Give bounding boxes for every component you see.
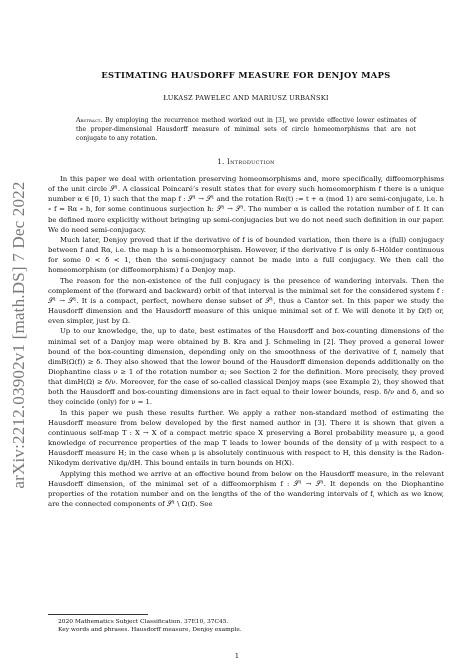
footnote-rule bbox=[48, 614, 148, 615]
paper-authors: ŁUKASZ PAWELEC AND MARIUSZ URBAŃSKI bbox=[163, 94, 329, 102]
footnote-msc: 2020 Mathematics Subject Classification. 37E10, 37C45. bbox=[58, 619, 229, 625]
page-number: 1 bbox=[234, 652, 240, 660]
footnote-keywords: Key words and phrases. Hausdorff measure, Denjoy example. bbox=[58, 627, 242, 634]
paragraph: The reason for the non-existence of the full conjugacy is the presence of wandering intervals. Then the complement of the (forward and backward) orbit of that interval is the minimal set for the considered system f : 𝒮¹ → 𝒮¹. It is a compact, perfect, nowhere dense subset of 𝒮¹, thus a Cantor set. In this paper we study the Hausdorff dimension and the Hausdorff measure of this unique minimal set of f. We will denote it by Ω(f) or, even simpler, just by Ω. bbox=[48, 276, 444, 326]
body-text bbox=[48, 174, 444, 509]
arxiv-stamp bbox=[6, 40, 32, 630]
section-number: 1. bbox=[217, 158, 225, 166]
abstract bbox=[76, 116, 416, 143]
abstract-text: By employing the recurrence method worked out in [3], we provide effective lower estimates of the proper-dimensional Hausdorff measure of minimal sets of circle homeomorphisms that are not conjugate to any rotation. bbox=[76, 117, 416, 142]
paragraph: Up to our knowledge, the, up to date, best estimates of the Hausdorff and box-counting dimensions of the minimal set of a Danjoy map were obtained by B. Kra and J. Schmeling in [2]. They proved a general lower bound of the box-counting dimension, depending only on the smoothness of the derivative of f, namely that dimB(Ω(f)) ≥ δ. They also showed that the lower bound of the Hausdorff dimension depends additionally on the Diophantine class ν ≥ 1 of the rotation number α; see Section 2 for the definition. More precisely, they proved that dimH(Ω) ≥ δ/ν. Moreover, for the case of so-called classical Denjoy maps (see Example 2), they showed that both the Hausdorff and box-counting dimensions are in fact equal to their lower bounds, resp. δ/ν and δ, and so they coincide (only) for ν = 1. bbox=[48, 327, 444, 407]
section-heading bbox=[48, 158, 444, 166]
paragraph: In this paper we deal with orientation preserving homeomorphisms and, more specifically, diffeomorphisms of the unit circle 𝒮¹. A classical Poincaré’s result states that for every such homeomorphism f there is a unique number α ∈ [0, 1) such that the map f : 𝒮¹ → 𝒮¹ and the rotation Rα(t) := t + α (mod 1) are semi-conjugate, i.e. h ∘ f = Rα ∘ h, for some continuous surjection h: 𝒮¹ → 𝒮¹. The number α is called the rotation number of f. It can be defined more explicitly without bringing up semi-conjugacies but we do not need such definition in our paper. We do need semi-conjugacy. bbox=[48, 175, 444, 234]
section-title: Introduction bbox=[227, 158, 275, 166]
paper-title: ESTIMATING HAUSDORFF MEASURE FOR DENJOY MAPS bbox=[101, 70, 391, 80]
arxiv-stamp-text: arXiv:2212.03902v1 [math.DS] 7 Dec 2022 bbox=[9, 181, 28, 489]
abstract-label: Abstract. bbox=[76, 117, 103, 124]
paragraph: Much later, Denjoy proved that if the derivative of f is of bounded variation, then there is a (full) conjugacy between f and Rα, i.e. the map h is a homeomorphism. However, if the derivative f′ is only δ–Hölder continuous for some 0 < δ < 1, then the semi-conjugacy cannot be made into a full conjugacy. We then call the homeomorphism (or diffeomorphism) f a Denjoy map. bbox=[48, 235, 444, 275]
paper-page bbox=[48, 70, 444, 509]
paragraph: Applying this method we arrive at an effective bound from below on the Hausdorff measure, in the relevant Hausdorff dimension, of the minimal set of a diffeomorphism f : 𝒮¹ → 𝒮¹. It depends on the Diophantine properties of the rotation number and on the lengths of the of the wandering intervals of f, which as we know, are the connected components of 𝒮¹ \ Ω(f). See bbox=[48, 469, 444, 508]
paragraph: In this paper we push these results further. We apply a rather non-standard method of estimating the Hausdorff measure from below developed by the first named author in [3]. There it is shown that given a continuous self-map T : X → X of a compact metric space X preserving a Borel probability measure μ, a good knowledge of recurrence properties of the map T leads to lower bounds of the density of μ with respect to a Hausdorff measure H; in the case when μ is absolutely continuous with respect to H, this density is the Radon-Nikodym derivative dμ/dH. This bound entails in turn bounds on H(X). bbox=[48, 408, 444, 468]
footnotes bbox=[48, 614, 444, 635]
